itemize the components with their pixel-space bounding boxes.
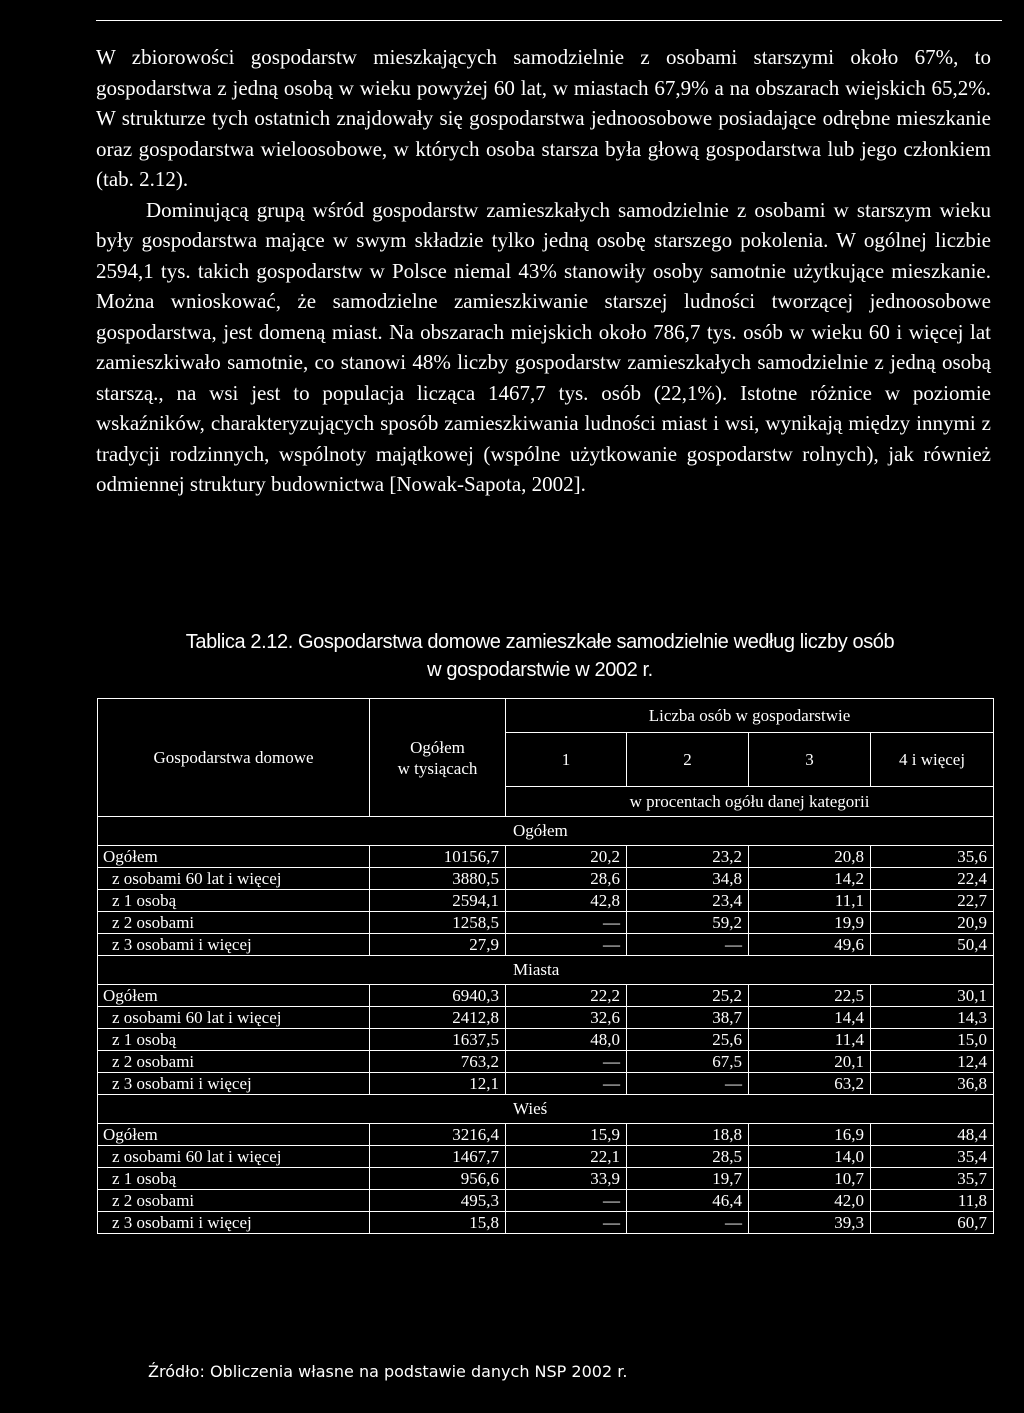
cell-percent-1: —	[506, 1212, 627, 1234]
table-row	[98, 1029, 994, 1051]
cell-percent-4: 50,4	[871, 934, 994, 956]
cell-percent-3: 11,1	[749, 890, 871, 912]
paragraph-1: W zbiorowości gospodarstw mieszkających samodzielnie z osobami starszymi około 67%, to gospodarstwa z jedną osobą w wieku powyżej 60 lat, w miastach 67,9% a na obszarach wiejskich 65,2%. W strukturze tych ostatnich znajdowały się gospodarstwa jednoosobowe posiadające odrębne mieszkanie oraz gospodarstwa wieloosobowe, w których osoba starsza była głową gospodarstwa lub jego członkiem (tab. 2.12).	[96, 45, 991, 191]
cell-percent-4: 60,7	[871, 1212, 994, 1234]
table-header	[98, 699, 994, 817]
row-label: z 1 osobą	[98, 1168, 370, 1190]
cell-percent-3: 14,0	[749, 1146, 871, 1168]
cell-percent-4: 35,6	[871, 846, 994, 868]
table-row	[98, 1190, 994, 1212]
cell-percent-2: 28,5	[627, 1146, 749, 1168]
cell-percent-2: 23,4	[627, 890, 749, 912]
cell-percent-4: 14,3	[871, 1007, 994, 1029]
cell-percent-3: 63,2	[749, 1073, 871, 1095]
header-persons-3: 3	[749, 733, 871, 787]
cell-percent-4: 12,4	[871, 1051, 994, 1073]
row-label: z osobami 60 lat i więcej	[98, 1007, 370, 1029]
cell-percent-4: 48,4	[871, 1124, 994, 1146]
header-total	[370, 699, 506, 817]
cell-percent-2: 59,2	[627, 912, 749, 934]
cell-percent-2: —	[627, 1073, 749, 1095]
caption-line-1: Tablica 2.12. Gospodarstwa domowe zamieszkałe samodzielnie według liczby osób	[185, 631, 895, 653]
header-total-line-1: Ogółem	[410, 737, 465, 757]
cell-percent-2: 25,6	[627, 1029, 749, 1051]
cell-percent-4: 35,4	[871, 1146, 994, 1168]
body-text	[96, 42, 991, 500]
cell-total: 1467,7	[370, 1146, 506, 1168]
row-label: z 2 osobami	[98, 1190, 370, 1212]
cell-percent-3: 22,5	[749, 985, 871, 1007]
row-label: z 2 osobami	[98, 1051, 370, 1073]
row-label: z osobami 60 lat i więcej	[98, 868, 370, 890]
top-rule	[96, 20, 1002, 21]
cell-percent-2: 38,7	[627, 1007, 749, 1029]
cell-total: 2594,1	[370, 890, 506, 912]
cell-percent-2: 46,4	[627, 1190, 749, 1212]
table-row	[98, 1073, 994, 1095]
cell-percent-1: 42,8	[506, 890, 627, 912]
table-row	[98, 890, 994, 912]
table-body	[98, 817, 994, 1234]
cell-percent-4: 15,0	[871, 1029, 994, 1051]
header-persons-group: Liczba osób w gospodarstwie	[506, 699, 994, 733]
paragraph-2: Dominującą grupą wśród gospodarstw zamieszkałych samodzielnie z osobami w starszym wieku były gospodarstwa mające w swym składzie tylko jedną osobę starszego pokolenia. W ogólnej liczbie 2594,1 tys. takich gospodarstw w Polsce niemal 43% stanowiły osoby samotnie użytkujące mieszkanie. Można wnioskować, że samodzielne zamieszkiwanie starszej ludności tworzącej jednoosobowe gospodarstwa, jest domeną miast. Na obszarach miejskich około 786,7 tys. osób w wieku 60 i więcej lat zamieszkiwało samotnie, co stanowi 48% liczby gospodarstw zamieszkałych samodzielnie z jedną osobą starszą., na wsi jest to populacja licząca 1467,7 tys. osób (22,1%). Istotne różnice w poziomie wskaźników, charakteryzujących sposób zamieszkiwania ludności miast i wsi, wynikają między innymi z tradycji rodzinnych, wspólnoty majątkowej (wspólne użytkowanie gospodarstw rolnych), jak również odmiennej struktury budownictwa [Nowak-Sapota, 2002].	[96, 197, 991, 496]
cell-percent-4: 20,9	[871, 912, 994, 934]
row-label: Ogółem	[98, 846, 370, 868]
cell-percent-3: 20,8	[749, 846, 871, 868]
cell-total: 3880,5	[370, 868, 506, 890]
table-caption	[100, 628, 980, 684]
table-row	[98, 985, 994, 1007]
cell-percent-1: 33,9	[506, 1168, 627, 1190]
row-label: Ogółem	[98, 1124, 370, 1146]
cell-percent-1: 22,1	[506, 1146, 627, 1168]
cell-percent-1: —	[506, 1190, 627, 1212]
cell-percent-2: 25,2	[627, 985, 749, 1007]
cell-percent-1: 22,2	[506, 985, 627, 1007]
section-title: Ogółem	[98, 817, 994, 846]
row-label: z 3 osobami i więcej	[98, 1212, 370, 1234]
cell-percent-3: 39,3	[749, 1212, 871, 1234]
row-label: z 1 osobą	[98, 1029, 370, 1051]
table-row	[98, 1051, 994, 1073]
section-title: Wieś	[98, 1095, 994, 1124]
cell-percent-3: 19,9	[749, 912, 871, 934]
cell-percent-2: 67,5	[627, 1051, 749, 1073]
header-persons-1: 1	[506, 733, 627, 787]
cell-percent-1: 20,2	[506, 846, 627, 868]
table-row	[98, 1124, 994, 1146]
cell-percent-3: 14,2	[749, 868, 871, 890]
cell-percent-3: 49,6	[749, 934, 871, 956]
cell-percent-2: —	[627, 1212, 749, 1234]
cell-percent-3: 14,4	[749, 1007, 871, 1029]
caption-line-2: w gospodarstwie w 2002 r.	[427, 659, 653, 681]
cell-total: 2412,8	[370, 1007, 506, 1029]
cell-percent-4: 11,8	[871, 1190, 994, 1212]
table-row	[98, 1212, 994, 1234]
header-persons-4: 4 i więcej	[871, 733, 994, 787]
row-label: z 1 osobą	[98, 890, 370, 912]
cell-percent-4: 36,8	[871, 1073, 994, 1095]
header-percent-note: w procentach ogółu danej kategorii	[506, 787, 994, 817]
cell-percent-3: 11,4	[749, 1029, 871, 1051]
cell-percent-3: 10,7	[749, 1168, 871, 1190]
row-label: z 3 osobami i więcej	[98, 1073, 370, 1095]
cell-percent-1: —	[506, 1073, 627, 1095]
row-label: z 2 osobami	[98, 912, 370, 934]
header-total-line-2: w tysiącach	[397, 758, 478, 778]
cell-percent-3: 42,0	[749, 1190, 871, 1212]
cell-total: 1637,5	[370, 1029, 506, 1051]
cell-percent-2: 18,8	[627, 1124, 749, 1146]
table-row	[98, 1168, 994, 1190]
cell-total: 3216,4	[370, 1124, 506, 1146]
section-row	[98, 817, 994, 846]
cell-total: 956,6	[370, 1168, 506, 1190]
cell-total: 12,1	[370, 1073, 506, 1095]
cell-total: 1258,5	[370, 912, 506, 934]
cell-total: 6940,3	[370, 985, 506, 1007]
table-row	[98, 1146, 994, 1168]
cell-percent-3: 20,1	[749, 1051, 871, 1073]
row-label: z osobami 60 lat i więcej	[98, 1146, 370, 1168]
cell-percent-4: 22,7	[871, 890, 994, 912]
households-table	[97, 698, 994, 1234]
cell-percent-1: —	[506, 934, 627, 956]
cell-percent-4: 22,4	[871, 868, 994, 890]
section-title: Miasta	[98, 956, 994, 985]
cell-percent-2: 19,7	[627, 1168, 749, 1190]
cell-percent-1: 32,6	[506, 1007, 627, 1029]
cell-percent-1: 28,6	[506, 868, 627, 890]
table-row	[98, 868, 994, 890]
table-row	[98, 846, 994, 868]
section-row	[98, 1095, 994, 1124]
table-row	[98, 934, 994, 956]
cell-percent-1: —	[506, 912, 627, 934]
section-row	[98, 956, 994, 985]
row-label: z 3 osobami i więcej	[98, 934, 370, 956]
header-households: Gospodarstwa domowe	[98, 699, 370, 817]
table-row	[98, 912, 994, 934]
cell-percent-2: 34,8	[627, 868, 749, 890]
cell-percent-3: 16,9	[749, 1124, 871, 1146]
row-label: Ogółem	[98, 985, 370, 1007]
cell-total: 763,2	[370, 1051, 506, 1073]
cell-total: 495,3	[370, 1190, 506, 1212]
cell-percent-1: 15,9	[506, 1124, 627, 1146]
cell-percent-4: 30,1	[871, 985, 994, 1007]
cell-total: 15,8	[370, 1212, 506, 1234]
cell-total: 10156,7	[370, 846, 506, 868]
cell-percent-2: 23,2	[627, 846, 749, 868]
header-persons-2: 2	[627, 733, 749, 787]
cell-percent-1: 48,0	[506, 1029, 627, 1051]
source-note: Źródło: Obliczenia własne na podstawie danych NSP 2002 r.	[148, 1362, 628, 1381]
cell-percent-1: —	[506, 1051, 627, 1073]
cell-total: 27,9	[370, 934, 506, 956]
cell-percent-2: —	[627, 934, 749, 956]
table-row	[98, 1007, 994, 1029]
cell-percent-4: 35,7	[871, 1168, 994, 1190]
